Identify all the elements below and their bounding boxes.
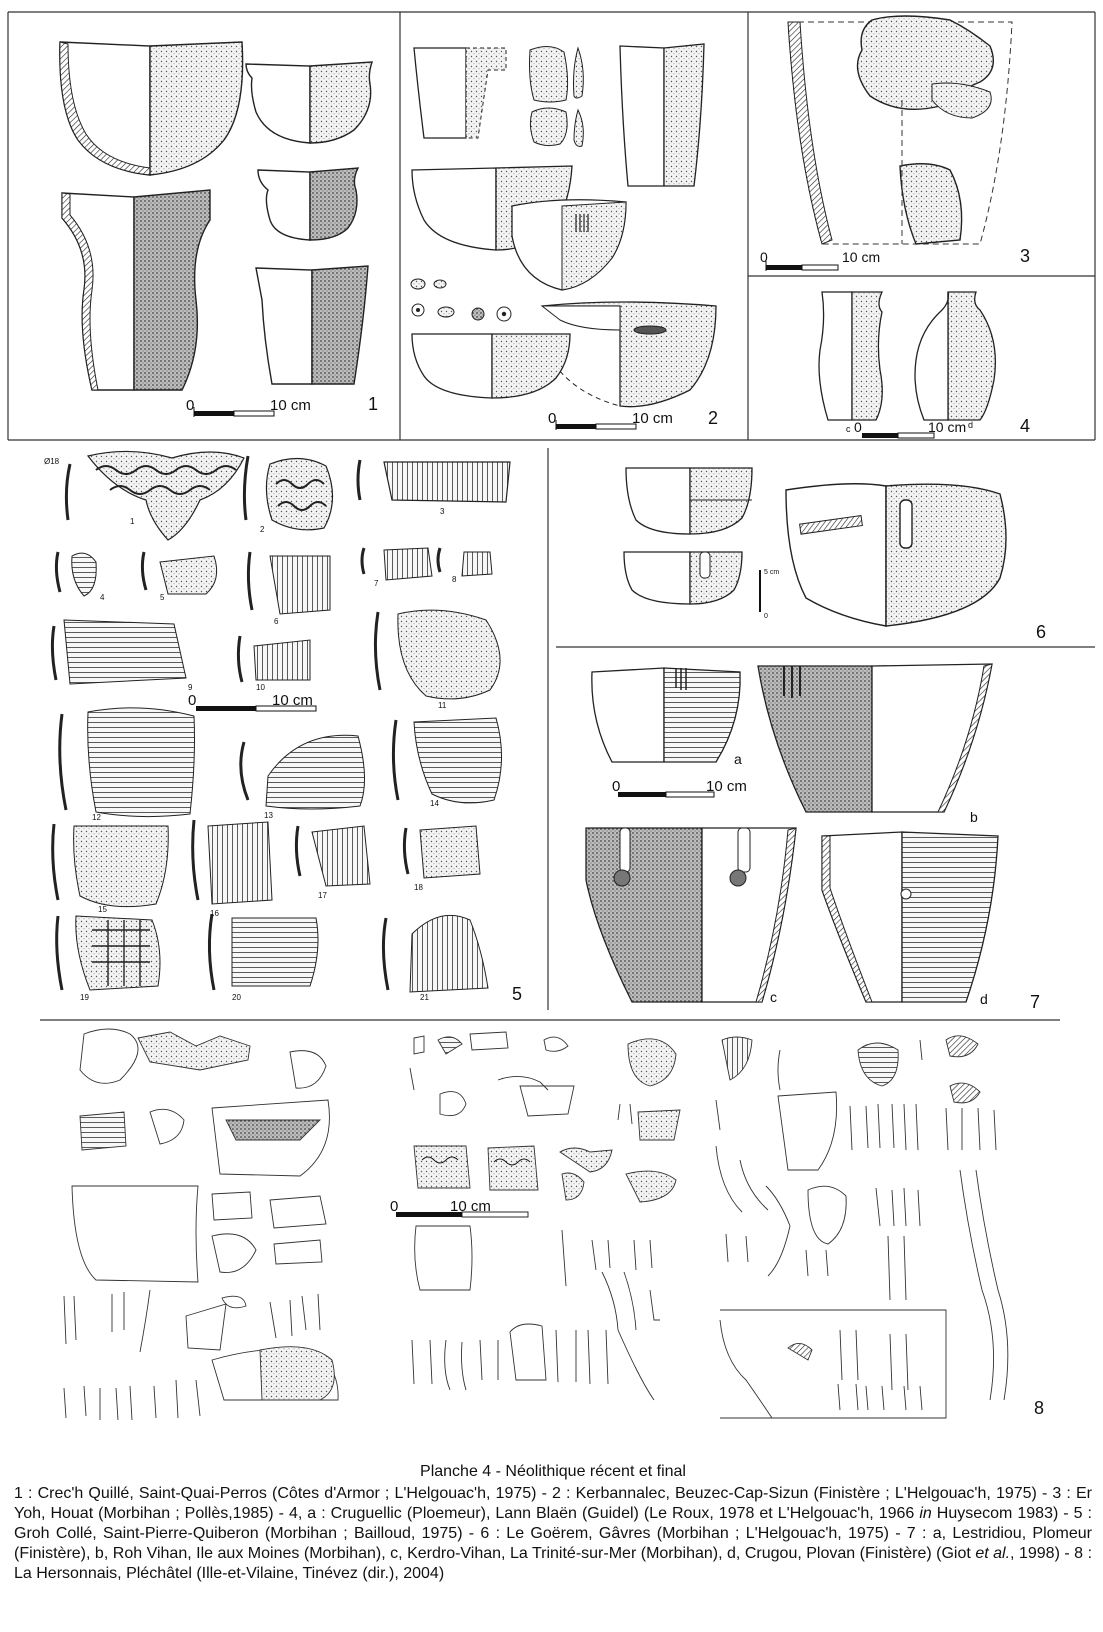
scale-2-end: 10 cm [632,410,673,427]
sherd-12 [88,708,195,817]
svg-text:2: 2 [260,525,265,534]
svg-text:16: 16 [210,909,219,918]
vessel-7a [592,668,740,762]
svg-text:14: 14 [430,799,439,808]
svg-text:12: 12 [92,813,101,822]
panel-1 [60,42,378,417]
scale-bar-3 [760,249,880,271]
svg-text:6: 6 [274,617,279,626]
svg-text:20: 20 [232,993,241,1002]
svg-text:13: 13 [264,811,273,820]
panel-4-number: 4 [1020,416,1031,436]
sherd-17 [312,826,370,886]
scale-4-end: 10 cm [928,419,967,435]
caption-body-part1: 1 : Crec'h Quillé, Saint-Quai-Perros (Côtes d'Armor ; L'Helgouac'h, 1975) - 2 : Kerbannalec, Beuzec-Cap-Sizun (Finistère ; L'Helgouac'h, 1975) - 3 : Er Yoh, Houat (Morbihan ; Pollès,1985) - 4, a : Cruguellic (Ploemeur), Lann Blaën (Guidel) (Le Roux, 1978 et L'Helgouac'h, 1966 [14,1485,1092,1522]
panel-6 [624,468,1046,642]
panel-2-number: 2 [708,408,719,428]
diameter-mark: Ø18 [44,457,60,466]
vessel-1e [256,266,368,384]
scale-bar-2 [548,410,673,430]
sherd-7 [384,548,432,580]
svg-text:1: 1 [130,517,135,526]
label-7-c: c [770,989,777,1005]
sherd-20 [232,918,318,986]
scale-bar-5 [188,692,316,711]
panel-1-number: 1 [368,394,379,414]
vessel-4c [819,292,882,420]
sherd-3 [384,462,510,502]
sherd-18 [420,826,480,878]
sherd-11 [398,610,500,699]
vessel-6a [626,468,752,534]
beads-2 [411,279,511,321]
caption-body [14,1484,1092,1584]
sherd-5 [160,556,217,594]
sherd-6 [270,556,330,614]
scale-2-start: 0 [548,410,557,427]
vessel-4d [915,292,995,420]
scale-bar-8 [390,1198,528,1217]
panel-3 [760,16,1030,271]
scale-5-end: 10 cm [272,692,313,709]
scale-5-start: 0 [188,692,197,709]
panel-3-number: 3 [1020,246,1031,266]
svg-text:18: 18 [414,883,423,892]
caption-et-al: et al. [975,1545,1011,1562]
panel-2 [411,44,718,430]
scale-6-top: 5 cm [764,569,780,576]
sherd-21 [410,915,488,992]
sherd-9 [64,620,186,684]
caption-body-part2: Huysecom 1983) - 5 : Groh Collé, Saint-Pierre-Quiberon (Morbihan ; Bailloud, 1975) - 6 : Le Goërem, Gâvres (Morbihan ; L'Helgouac'h, 1975) - 7 : a, Lestridiou, Plomeur (Finistère), b, Roh Vihan, Ile aux Moines (Morbihan), c, Kerdro-Vihan, La Trinité-sur-Mer (Morbihan), d, Crugou, Plovan (Finistère) (Giot [14,1505,1093,1562]
vessel-6b [624,552,742,604]
sherd-19 [76,916,160,990]
scale-1-end: 10 cm [270,397,311,414]
scale-6 [760,569,779,620]
sherd-8 [462,552,492,576]
svg-text:10: 10 [256,683,265,692]
panel-7-number: 7 [1030,992,1041,1012]
panel-6-number: 6 [1036,622,1047,642]
svg-text:15: 15 [98,905,107,914]
vessel-2f [412,334,570,398]
vessel-6c [786,484,1006,626]
caption-title: Planche 4 - Néolithique récent et final [420,1463,686,1480]
label-7-b: b [970,809,978,825]
figure-caption [14,1462,1092,1584]
svg-text:19: 19 [80,993,89,1002]
svg-text:8: 8 [452,575,457,584]
svg-text:21: 21 [420,993,429,1002]
vessel-1b [246,62,372,143]
vessel-7b [758,664,992,812]
scale-4-start: 0 [854,419,862,435]
scale-3-end: 10 cm [842,249,881,265]
label-7-d: d [980,991,988,1007]
vessel-1c [62,190,210,390]
scale-7-start: 0 [612,778,621,795]
label-7-a: a [734,751,742,767]
svg-text:5: 5 [160,593,165,602]
svg-text:7: 7 [374,579,379,588]
sherd-10 [254,640,310,680]
sherd-13 [266,735,365,809]
panel-7 [586,664,1040,1012]
label-4-c: c [846,424,851,434]
scale-3-start: 0 [760,249,768,265]
svg-text:17: 17 [318,891,327,900]
vessel-2d [512,200,626,290]
sherd-15 [74,826,169,907]
vessel-2a [414,48,506,138]
scale-6-zero: 0 [764,613,768,620]
panel-8-number: 8 [1034,1398,1045,1418]
vessel-7d [822,832,998,1002]
caption-body-part3: , 1998) - 8 : La Hersonnais, Pléchâtel (Ille-et-Vilaine, Tinévez (dir.), 2004) [14,1545,1093,1582]
panel-4 [819,292,1030,438]
vessel-1a [60,42,243,175]
sherd-2 [266,458,332,529]
vessel-1d [258,168,358,240]
svg-text:4: 4 [100,593,105,602]
svg-text:11: 11 [438,701,447,710]
scale-8-end: 10 cm [450,1198,491,1215]
scale-8-start: 0 [390,1198,399,1215]
vessel-7c [586,828,796,1002]
svg-text:9: 9 [188,683,193,692]
scale-1-start: 0 [186,397,195,414]
sherd-16 [208,822,272,904]
vessel-2b [620,44,704,186]
panel-5 [44,451,522,1004]
sherd-4 [72,553,97,596]
scale-bar-1 [186,397,311,417]
panel-8 [64,1029,1008,1420]
caption-in: in [919,1505,932,1522]
scale-bar-7 [612,778,747,797]
sherd-1 [88,451,244,540]
sherd-14 [414,718,502,803]
label-4-d: d [968,420,974,430]
panel-5-number: 5 [512,984,523,1004]
stone-tools-2 [530,46,584,146]
scale-bar-4 [854,419,966,438]
scale-7-end: 10 cm [706,778,747,795]
svg-text:3: 3 [440,507,445,516]
